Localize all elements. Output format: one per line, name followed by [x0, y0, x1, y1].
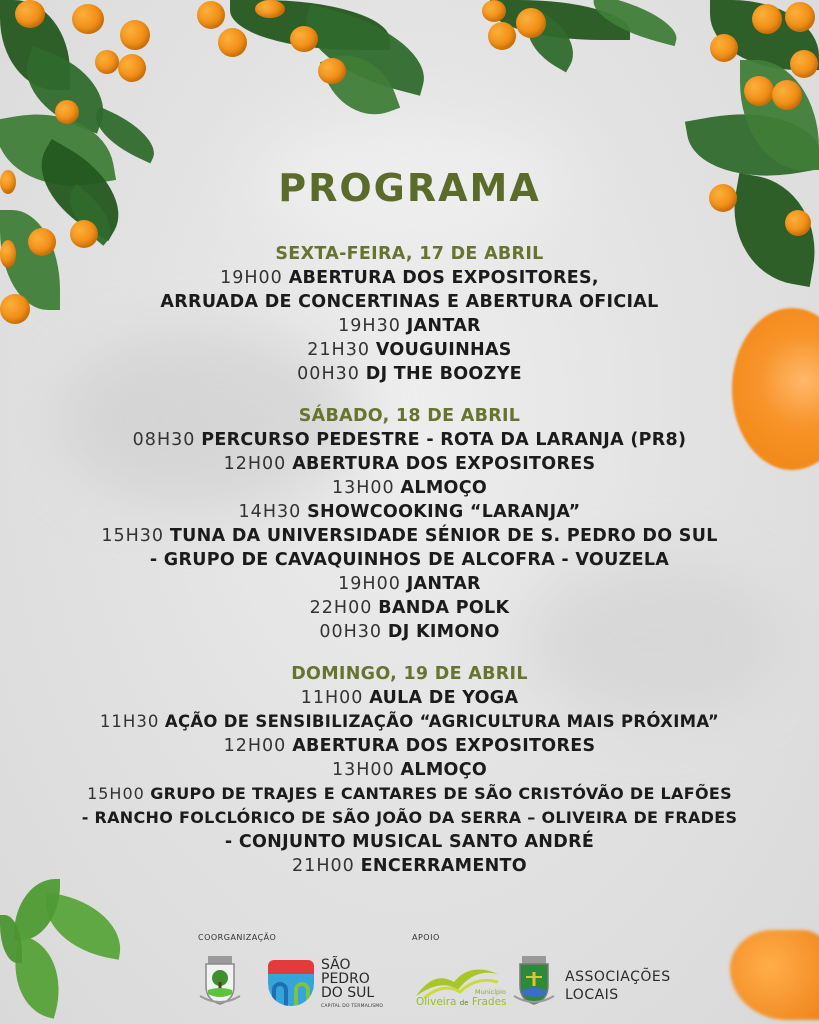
schedule-line [0, 500, 819, 524]
day-friday [0, 242, 819, 386]
schedule-line [0, 758, 819, 782]
event-activity: GRUPO DE TRAJES E CANTARES DE SÃO CRISTÓVÃO DE LAFÕES [150, 784, 732, 803]
spds-line-3: DO SUL [321, 985, 375, 1001]
event-time: 14H30 [238, 502, 302, 522]
event-time: 21H00 [292, 856, 355, 876]
spds-tagline: CAPITAL DO TERMALISMO [321, 1004, 384, 1009]
schedule-line [0, 452, 819, 476]
event-activity: JANTAR [406, 316, 481, 336]
event-activity: - GRUPO DE CAVAQUINHOS DE ALCOFRA - VOUZELA [149, 550, 670, 570]
schedule-line [0, 854, 819, 878]
event-activity: AÇÃO DE SENSIBILIZAÇÃO “AGRICULTURA MAIS PRÓXIMA” [164, 712, 720, 731]
event-time: 11H00 [300, 688, 364, 708]
day-header: SEXTA-FEIRA, 17 DE ABRIL [275, 244, 544, 264]
schedule-line [0, 806, 819, 830]
event-activity: TUNA DA UNIVERSIDADE SÉNIOR DE S. PEDRO DO SUL [169, 526, 718, 546]
oliveira-municipio-label: Município [475, 988, 506, 996]
sponsors-footer [0, 930, 819, 1024]
oliveira-name-de: de [459, 999, 469, 1007]
event-activity: ABERTURA DOS EXPOSITORES [292, 454, 596, 474]
event-time: 12H00 [223, 736, 287, 756]
event-time: 12H00 [223, 454, 287, 474]
event-activity: ARRUADA DE CONCERTINAS E ABERTURA OFICIAL [160, 292, 659, 312]
event-time: 15H00 [87, 784, 145, 803]
event-time: 13H00 [331, 478, 395, 498]
event-activity: VOUGUINHAS [375, 340, 512, 360]
support-label: APOIO [412, 933, 440, 942]
schedule-line [0, 290, 819, 314]
associations-line-1: ASSOCIAÇÕES [565, 969, 671, 985]
program-schedule [0, 242, 819, 896]
event-activity: DJ KIMONO [387, 622, 500, 642]
oliveira-name-part-2: Frades [471, 996, 507, 1008]
event-activity: ALMOÇO [400, 478, 488, 498]
schedule-line [0, 476, 819, 500]
event-time: 19H30 [338, 316, 401, 336]
schedule-line [0, 524, 819, 548]
schedule-line [0, 620, 819, 644]
schedule-line [0, 734, 819, 758]
spds-line-2: PEDRO [321, 971, 370, 987]
schedule-line [0, 782, 819, 806]
schedule-line [0, 266, 819, 290]
event-activity: ALMOÇO [400, 760, 488, 780]
schedule-line [0, 710, 819, 734]
event-activity: ENCERRAMENTO [360, 856, 527, 876]
orange-branch-top-center [190, 0, 690, 130]
event-activity: - RANCHO FOLCLÓRICO DE SÃO JOÃO DA SERRA – OLIVEIRA DE FRADES [81, 808, 738, 827]
spds-line-1: SÃO [321, 957, 351, 973]
event-time: 21H30 [307, 340, 370, 360]
schedule-line [0, 338, 819, 362]
schedule-line [0, 428, 819, 452]
event-time: 13H00 [331, 760, 395, 780]
sao-pedro-do-sul-name [321, 958, 374, 1000]
day-header: SÁBADO, 18 DE ABRIL [298, 406, 521, 426]
event-time: 00H30 [297, 364, 360, 384]
oliveira-name-part-1: Oliveira [416, 996, 457, 1008]
event-activity: ABERTURA DOS EXPOSITORES, [288, 268, 599, 288]
event-activity: DJ THE BOOZYE [365, 364, 522, 384]
event-time: 08H30 [132, 430, 196, 450]
event-activity: AULA DE YOGA [369, 688, 519, 708]
schedule-line [0, 548, 819, 572]
parish-crest-icon [198, 956, 242, 1008]
event-time: 00H30 [319, 622, 383, 642]
schedule-line [0, 362, 819, 386]
event-time: 15H30 [101, 526, 165, 546]
associations-line-2: LOCAIS [565, 987, 619, 1003]
event-time: 22H00 [309, 598, 373, 618]
event-time: 19H00 [338, 574, 401, 594]
event-activity: BANDA POLK [378, 598, 510, 618]
day-sunday [0, 662, 819, 878]
schedule-line [0, 686, 819, 710]
schedule-line [0, 596, 819, 620]
schedule-line [0, 830, 819, 854]
schedule-line [0, 314, 819, 338]
day-saturday [0, 404, 819, 644]
oliveira-de-frades-name [416, 996, 507, 1008]
event-activity: - CONJUNTO MUSICAL SANTO ANDRÉ [224, 832, 595, 852]
event-time: 19H00 [220, 268, 283, 288]
coorganization-label: COORGANIZAÇÃO [198, 933, 277, 942]
event-time: 11H30 [99, 712, 160, 731]
event-activity: SHOWCOOKING “LARANJA” [307, 502, 581, 522]
day-header: DOMINGO, 19 DE ABRIL [291, 664, 528, 684]
sao-pedro-do-sul-logo-icon [268, 960, 314, 1006]
local-associations-label [565, 968, 671, 1004]
parish-crest-green-icon [512, 956, 556, 1008]
event-activity: ABERTURA DOS EXPOSITORES [292, 736, 596, 756]
page-title: PROGRAMA [278, 166, 541, 210]
event-activity: PERCURSO PEDESTRE - ROTA DA LARANJA (PR8) [201, 430, 687, 450]
schedule-line [0, 572, 819, 596]
event-activity: JANTAR [406, 574, 481, 594]
